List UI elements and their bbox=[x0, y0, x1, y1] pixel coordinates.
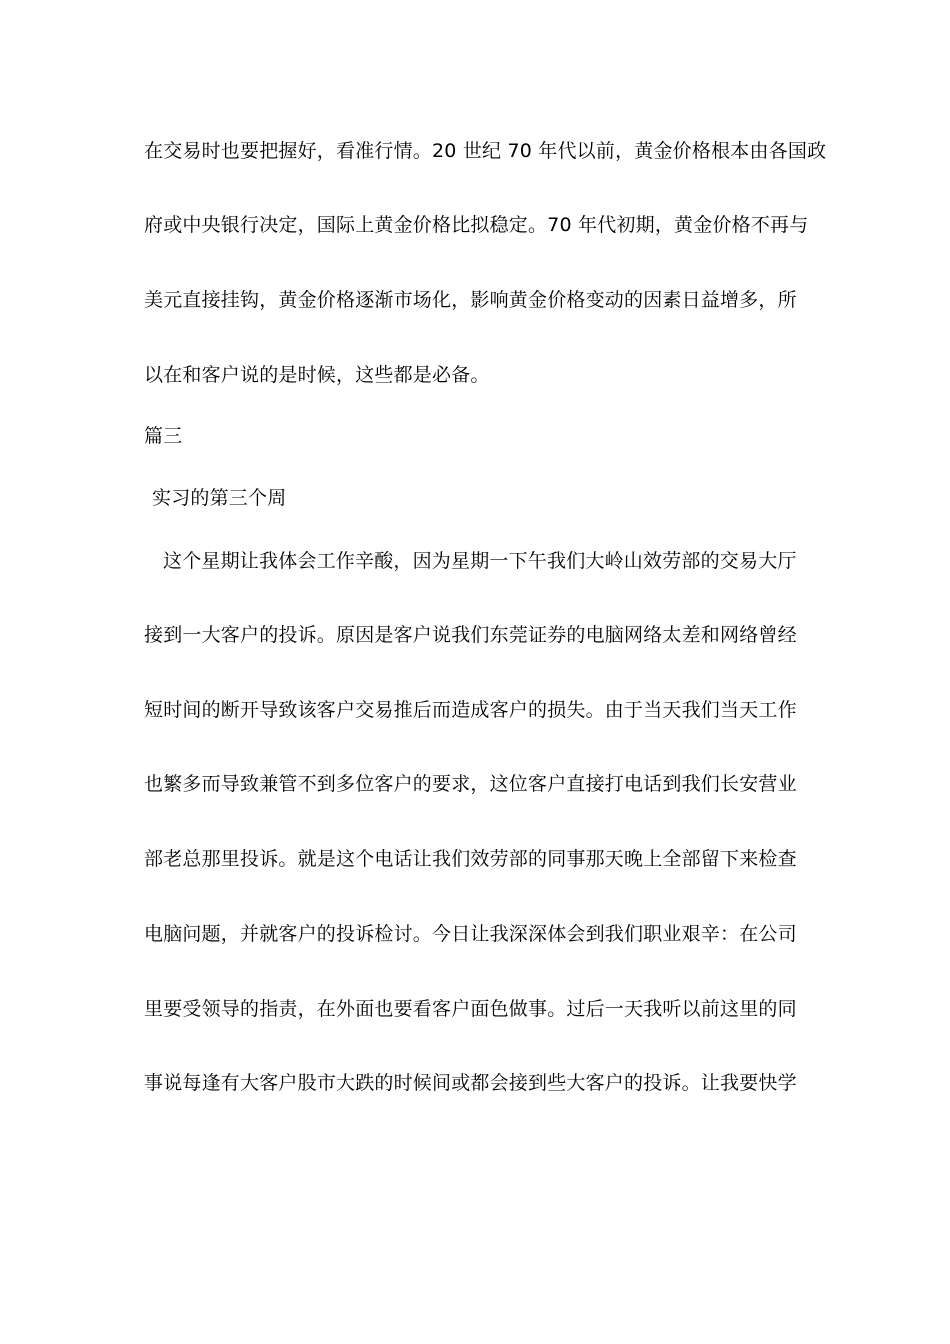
paragraph-line: 美元直接挂钩，黄金价格逐渐市场化，影响黄金价格变动的因素日益增多，所 bbox=[144, 289, 797, 311]
paragraph-line: 部老总那里投诉。就是这个电话让我们效劳部的同事那天晚上全部留下来检查 bbox=[144, 848, 797, 870]
paragraph-line: 在交易时也要把握好，看准行情。20 世纪 70 年代以前，黄金价格根本由各国政 bbox=[144, 140, 827, 162]
paragraph-line: 也繁多而导致兼管不到多位客户的要求，这位客户直接打电话到我们长安营业 bbox=[144, 773, 797, 795]
paragraph-line: 电脑问题，并就客户的投诉检讨。今日让我深深体会到我们职业艰辛：在公司 bbox=[144, 923, 797, 945]
paragraph-line: 以在和客户说的是时候，这些都是必备。 bbox=[144, 364, 490, 386]
paragraph-line: 府或中央银行决定，国际上黄金价格比拟稳定。70 年代初期，黄金价格不再与 bbox=[144, 214, 809, 236]
paragraph-line: 事说每逢有大客户股市大跌的时候间或都会接到些大客户的投诉。让我要快学 bbox=[144, 1072, 797, 1094]
paragraph-line: 里要受领导的指责，在外面也要看客户面色做事。过后一天我听以前这里的同 bbox=[144, 998, 797, 1020]
paragraph-line: 短时间的断开导致该客户交易推后而造成客户的损失。由于当天我们当天工作 bbox=[144, 699, 797, 721]
section-heading: 篇三 bbox=[144, 425, 183, 447]
paragraph-line: 这个星期让我体会工作辛酸，因为星期一下午我们大岭山效劳部的交易大厅 bbox=[163, 550, 797, 572]
section-subtitle: 实习的第三个周 bbox=[152, 487, 287, 509]
paragraph-line: 接到一大客户的投诉。原因是客户说我们东莞证券的电脑网络太差和网络曾经 bbox=[144, 624, 797, 646]
